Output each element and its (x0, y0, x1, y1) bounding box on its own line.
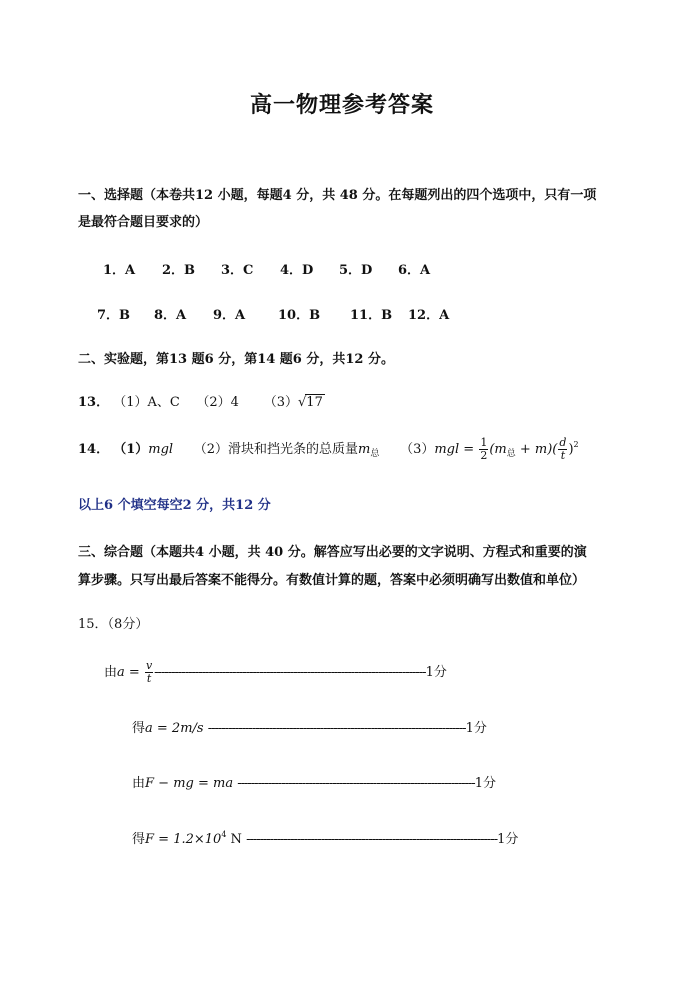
step1-lhs: a = (117, 665, 140, 680)
step2-score: 1分 (465, 721, 487, 736)
step3-score: 1分 (474, 776, 496, 791)
step3-expr: F − mg = ma (145, 776, 234, 791)
section2-heading: 二、实验题，第13 题6 分，第14 题6 分，共12 分。 (78, 352, 394, 367)
q14-paren1-close: + m)( (515, 442, 558, 457)
q13-line (78, 391, 325, 410)
section3-heading: 三、综合题（本题共4 小题，共 40 分。解答应写出必要的文字说明、方程式和重要的演 (78, 545, 587, 560)
answer-7: 7．B (97, 308, 131, 323)
step3-dashes: ---------------------------------------------------------------------- (237, 776, 475, 791)
q14-paren1-open: (m (489, 442, 507, 457)
q14-part2-var: m (358, 442, 371, 457)
q15-step1 (104, 660, 447, 685)
answer-2: 2．B (162, 263, 196, 278)
answer-9: 9．A (213, 308, 246, 323)
answer-8: 8．A (154, 308, 187, 323)
step4-prefix: 得 (132, 832, 146, 847)
q13-sqrt-value: 17 (306, 395, 323, 410)
q15-header: 15．（8分） (78, 617, 149, 632)
section1-heading: 一、选择题（本卷共12 小题，每题4 分，共 48 分。在每题列出的四个选项中，只有一项 (78, 188, 597, 203)
sqrt-icon: √ (298, 395, 307, 410)
q14-part1-expr: mgl (148, 442, 174, 457)
step4-exponent: 4 (221, 830, 227, 839)
step1-prefix: 由 (104, 665, 118, 680)
q14-part3-label: （3） (400, 442, 435, 457)
q14-paren2-close: ) (568, 442, 574, 457)
q13-part1: （1）A、C (113, 395, 180, 410)
step1-dashes: -------------------------------------------------------------------------------- (154, 665, 426, 680)
step4-dashes: -------------------------------------------------------------------------- (246, 832, 498, 847)
step4-expr-a: F = 1.2×10 (145, 832, 222, 847)
page-title: 高一物理参考答案 (250, 93, 435, 118)
section3-heading-cont: 算步骤。只写出最后答案不能得分。有数值计算的题，答案中必须明确写出数值和单位） (78, 573, 586, 588)
step4-expr-b: N (226, 832, 242, 847)
answer-12: 12．A (408, 308, 450, 323)
answer-4: 4．D (280, 263, 314, 278)
section1-heading-cont: 是最符合题目要求的） (78, 215, 209, 230)
fraction-v-over-t: $\frac{v}{t}$ (145, 659, 153, 685)
q14-part2-sub: 总 (370, 449, 380, 459)
q14-line (78, 437, 579, 462)
step3-prefix: 由 (132, 776, 146, 791)
q14-number: 14． (78, 442, 110, 457)
answer-10: 10．B (278, 308, 321, 323)
q14-part2-text: （2）滑块和挡光条的总质量 (193, 442, 359, 457)
fraction-half: $\frac{1}{2}$ (480, 436, 488, 462)
step1-score: 1分 (425, 665, 447, 680)
q13-part3-label: （3） (263, 395, 298, 410)
q14-paren1-sub: 总 (506, 449, 516, 459)
step4-score: 1分 (497, 832, 519, 847)
answer-1: 1．A (103, 263, 136, 278)
q14-part1-label: （1） (113, 442, 149, 457)
q15-step4 (132, 828, 518, 847)
section2-score-note: 以上6 个填空每空2 分，共12 分 (78, 498, 271, 513)
q13-number: 13． (78, 395, 110, 410)
answer-11: 11．B (350, 308, 393, 323)
step2-dashes: ---------------------------------------------------------------------------- (207, 721, 466, 736)
q14-exponent: 2 (573, 440, 579, 449)
answer-3: 3．C (221, 263, 254, 278)
q14-part3-lhs: mgl = (434, 442, 475, 457)
q15-step2 (132, 717, 487, 736)
q15-step3 (132, 772, 496, 791)
fraction-d-over-t: $\frac{d}{t}$ (559, 436, 567, 462)
answer-6: 6．A (398, 263, 431, 278)
q13-part2: （2）4 (196, 395, 239, 410)
step2-expr: a = 2m/s (145, 721, 204, 736)
step2-prefix: 得 (132, 721, 146, 736)
answer-5: 5．D (339, 263, 373, 278)
